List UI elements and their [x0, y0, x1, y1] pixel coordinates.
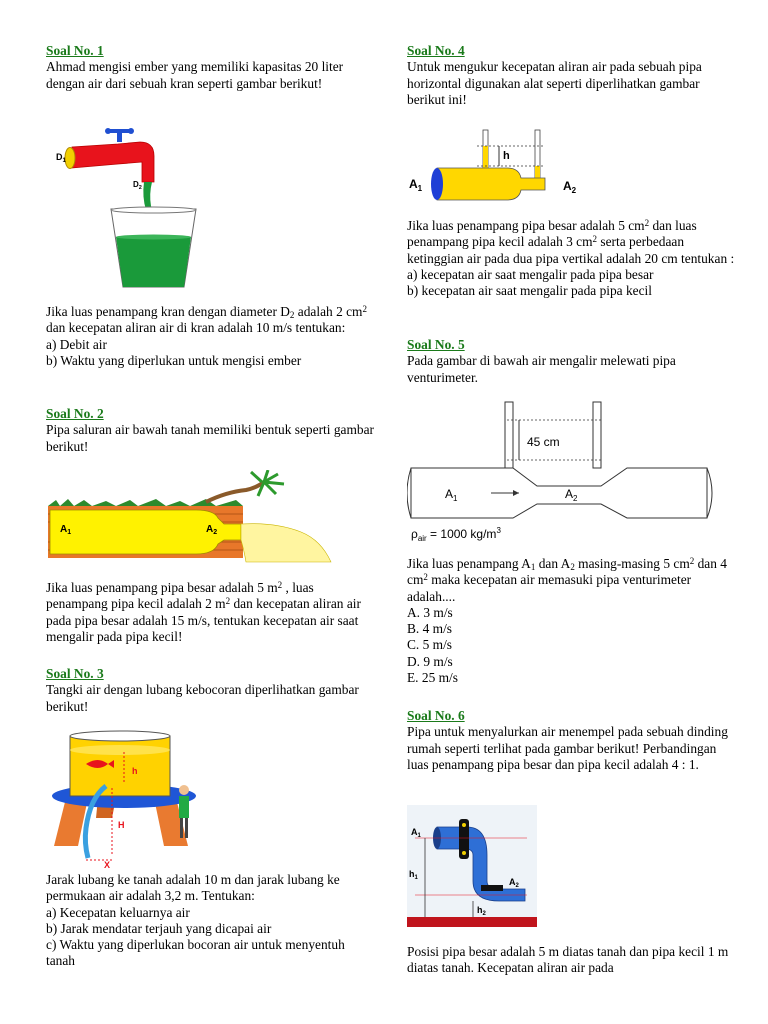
a2-label: $A_2$: [565, 487, 578, 503]
pipe-inlet: [431, 168, 443, 200]
soal-3-item-a: a) Kecepatan keluarnya air: [46, 904, 190, 920]
person: [179, 785, 189, 795]
soal-2-intro: Pipa saluran air bawah tanah memiliki bentuk seperti gambar berikut!: [46, 422, 374, 454]
palm-leaves: [251, 470, 284, 496]
soal-6-header: [407, 708, 737, 773]
soal-6-question: [407, 944, 737, 977]
soal-4-item-b: b) kecepatan air saat mengalir pada pipa kecil: [407, 283, 653, 299]
valve-stem: [117, 131, 122, 142]
soal-5-option-d: D. 9 m/s: [407, 653, 453, 669]
vertical-tube-1: [505, 402, 513, 468]
a1-label: $A_1$: [445, 487, 458, 503]
soal-1-question: Jika luas penampang kran dengan diameter $D_2$ adalah 2 $cm^2$ dan kecepatan aliran air di kran adalah 10 m/s tentukan: a) Debit air b) Waktu yang diperlukan untuk mengisi ember: [46, 304, 376, 369]
soal-4-header: [407, 43, 737, 108]
soal-2-title: Soal No. 2: [46, 406, 104, 421]
density-label: $\rho_{air} = 1000$ $kg/m^3$: [411, 526, 501, 543]
height-label: 45 cm: [527, 435, 560, 449]
horizontal-pipe-figure: [407, 128, 587, 208]
H-label: H: [118, 820, 125, 830]
faucet-body: [72, 142, 154, 182]
a2-label: $A_2$: [206, 524, 218, 536]
h-label: h: [503, 150, 510, 162]
soal-5-option-a: A. 3 m/s: [407, 604, 453, 620]
soal-3-q-text: Jarak lubang ke tanah adalah 10 m dan jarak lubang ke permukaan air adalah 3,2 m. Tentukan:: [46, 872, 340, 904]
pipe-clamp-2: [481, 885, 503, 891]
soal-4-question: Jika luas penampang pipa besar adalah 5 $cm^2$ dan luas penampang pipa kecil adalah 3 $cm^2$ serta perbedaan ketinggian air pada dua pipa vertikal adalah 20 cm tentukan : a) kecepatan air saat mengalir pada pipa besar b) kecepatan air saat mengalir pada pipa kecil: [407, 218, 737, 299]
h-label: h: [132, 766, 138, 776]
a1-label: $A_1$: [409, 177, 423, 193]
soal-1-intro: Ahmad mengisi ember yang memiliki kapasitas 20 liter dengan air dari sebuah kran seperti gambar berikut!: [46, 59, 344, 91]
a2-label: $A_2$: [509, 877, 519, 889]
leaking-tank-figure: [46, 728, 206, 868]
soal-1-q-text: Jika luas penampang kran dengan diameter D: [46, 304, 290, 319]
soal-3-title: Soal No. 3: [46, 666, 104, 681]
tree-trunk: [206, 482, 264, 502]
soal-2-header: [46, 406, 376, 455]
soal-5-option-b: B. 4 m/s: [407, 621, 453, 637]
soal-3-item-c: c) Waktu yang diperlukan bocoran air untuk menyentuh tanah: [46, 937, 345, 969]
soal-6-intro: Pipa untuk menyalurkan air menempel pada sebuah dinding rumah seperti terlihat pada gambar berikut! Perbandingan luas penampang pipa besar dan pipa kecil adalah 4 : 1.: [407, 724, 728, 772]
soal-4-title: Soal No. 4: [407, 43, 465, 58]
soal-5-option-e: E. 25 m/s: [407, 670, 458, 686]
soal-6-q-text: Posisi pipa besar adalah 5 m diatas tanah dan pipa kecil 1 m diatas tanah. Kecepatan aliran air pada: [407, 944, 729, 976]
faucet-bucket-figure: [56, 122, 226, 292]
faucet-inlet: [65, 148, 75, 169]
venturimeter-figure: [407, 400, 719, 545]
h1-label: $h_1$: [409, 869, 418, 881]
soal-5-title: Soal No. 5: [407, 337, 465, 352]
soal-4-intro: Untuk mengukur kecepatan aliran air pada sebuah pipa horizontal digunakan alat seperti diperlihatkan gambar berikut ini!: [407, 59, 702, 107]
soal-1-item-b: b) Waktu yang diperlukan untuk mengisi ember: [46, 352, 302, 368]
soal-1-item-a: a) Debit air: [46, 336, 107, 352]
a1-label: $A_1$: [411, 827, 421, 839]
soal-5-intro: Pada gambar di bawah air mengalir melewati pipa venturimeter.: [407, 353, 676, 385]
wall-pipe-figure: [407, 805, 537, 927]
h2-label: $h_2$: [477, 905, 486, 917]
wall-background: [407, 805, 537, 927]
pipe-body: [411, 468, 707, 518]
soal-3-header: [46, 666, 376, 715]
soal-5-question: Jika luas penampang $A_1$ dan $A_2$ masing-masing 5 $cm^2$ dan 4 $cm^2$ maka kecepatan air memasuki pipa venturimeter adalah.... A. 3 m/s B. 4 m/s C. 5 m/s D. 9 m/s E. 25 m/s: [407, 556, 737, 686]
soal-3-question: [46, 872, 376, 970]
underground-pipe-figure: [46, 470, 346, 570]
vertical-tube-2: [593, 402, 601, 468]
d2-label: $D_2$: [133, 180, 142, 191]
ground: [407, 917, 537, 927]
soal-5-header: [407, 337, 737, 386]
pipe-tube: [437, 168, 545, 200]
soal-1-title: Soal No. 1: [46, 43, 104, 58]
x-label: X: [104, 860, 111, 868]
soal-5-option-c: C. 5 m/s: [407, 637, 453, 653]
soal-3-intro: Tangki air dengan lubang kebocoran diperlihatkan gambar berikut!: [46, 682, 359, 714]
soal-2-question: Jika luas penampang pipa besar adalah 5 $m^2$ , luas penampang pipa kecil adalah 2 $m^2$ dan kecepatan aliran air pada pipa besar adalah 15 m/s, tentukan kecepatan air saat mengalir pada pipa kecil!: [46, 580, 361, 644]
a1-label: $A_1$: [60, 524, 72, 536]
a2-label: $A_2$: [563, 179, 577, 195]
soal-4-item-a: a) kecepatan air saat mengalir pada pipa besar: [407, 266, 654, 282]
soal-1-header: [46, 43, 376, 92]
d1-label: $D_1$: [56, 152, 66, 164]
soal-6-title: Soal No. 6: [407, 708, 465, 723]
bucket-water: [116, 237, 191, 287]
water-outflow: [241, 524, 331, 562]
soal-3-item-b: b) Jarak mendatar terjauh yang dicapai air: [46, 920, 272, 936]
